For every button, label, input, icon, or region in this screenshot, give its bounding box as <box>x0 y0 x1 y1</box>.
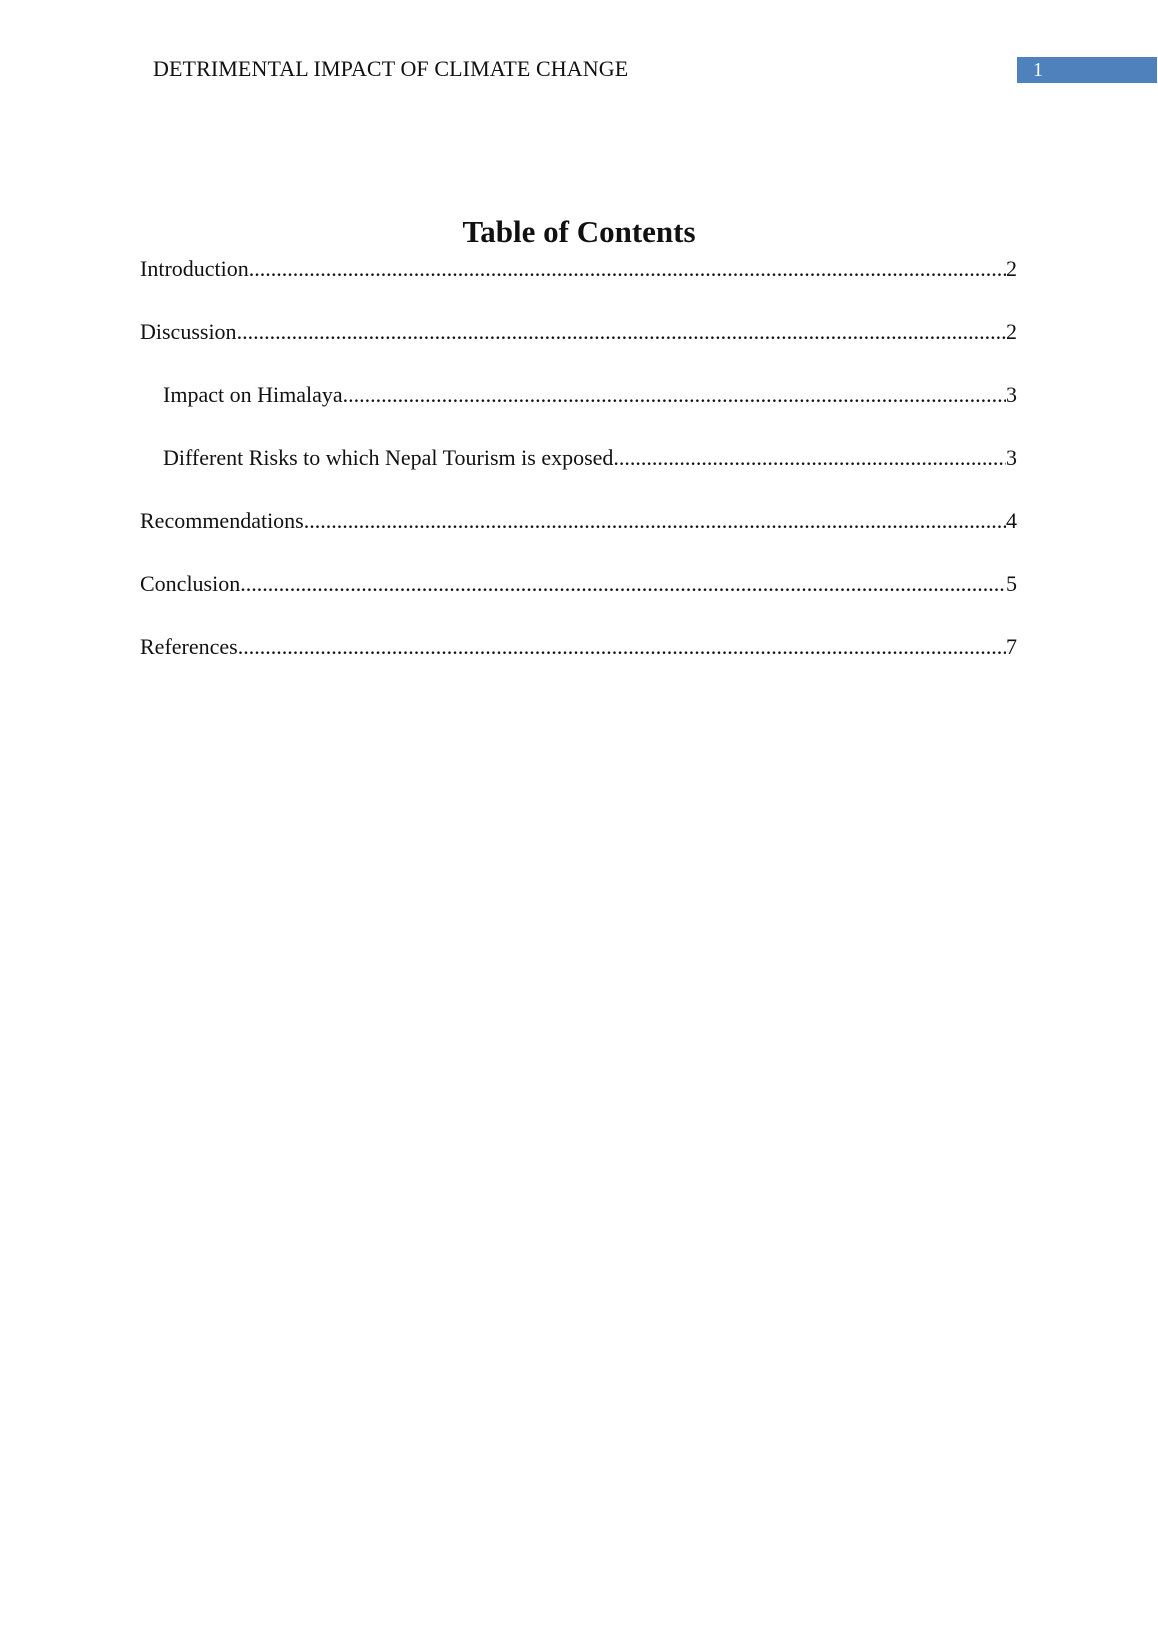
toc-entry-label: Introduction <box>140 256 249 281</box>
toc-entry-page: 3 <box>1006 382 1017 407</box>
toc-entry-introduction[interactable] <box>140 256 1017 319</box>
toc-entry-conclusion[interactable] <box>140 571 1017 634</box>
toc-entry-label: Recommendations <box>140 508 304 533</box>
toc-entry-recommendations[interactable] <box>140 508 1017 571</box>
toc-entry-impact-on-himalaya[interactable] <box>140 382 1017 445</box>
toc-dot-leader <box>249 256 1006 282</box>
toc-entry-label: References <box>140 634 238 659</box>
toc-dot-leader <box>343 382 1006 408</box>
toc-dot-leader <box>237 319 1006 345</box>
toc-entry-nepal-tourism-risks[interactable] <box>140 445 1017 508</box>
toc-entry-page: 5 <box>1006 571 1017 596</box>
running-header-title: DETRIMENTAL IMPACT OF CLIMATE CHANGE <box>153 56 629 81</box>
toc-entry-page: 7 <box>1006 634 1017 659</box>
toc-dot-leader <box>613 445 1006 471</box>
toc-heading: Table of Contents <box>462 214 696 249</box>
toc-entry-label: Different Risks to which Nepal Tourism is exposed <box>163 445 614 470</box>
toc-entry-page: 4 <box>1006 508 1017 533</box>
toc-dot-leader <box>238 634 1006 660</box>
toc-entry-label: Conclusion <box>140 571 241 596</box>
toc-dot-leader <box>304 508 1006 534</box>
page-number: 1 <box>1033 59 1043 81</box>
toc-entry-references[interactable] <box>140 634 1017 697</box>
page-number-badge <box>1017 57 1157 83</box>
toc-entry-label: Impact on Himalaya <box>163 382 343 407</box>
toc-entry-label: Discussion <box>140 319 237 344</box>
toc-entry-page: 2 <box>1006 319 1017 344</box>
toc-entry-discussion[interactable] <box>140 319 1017 382</box>
toc-list <box>140 256 1017 697</box>
toc-dot-leader <box>240 571 1006 597</box>
toc-entry-page: 2 <box>1006 256 1017 281</box>
toc-entry-page: 3 <box>1006 445 1017 470</box>
